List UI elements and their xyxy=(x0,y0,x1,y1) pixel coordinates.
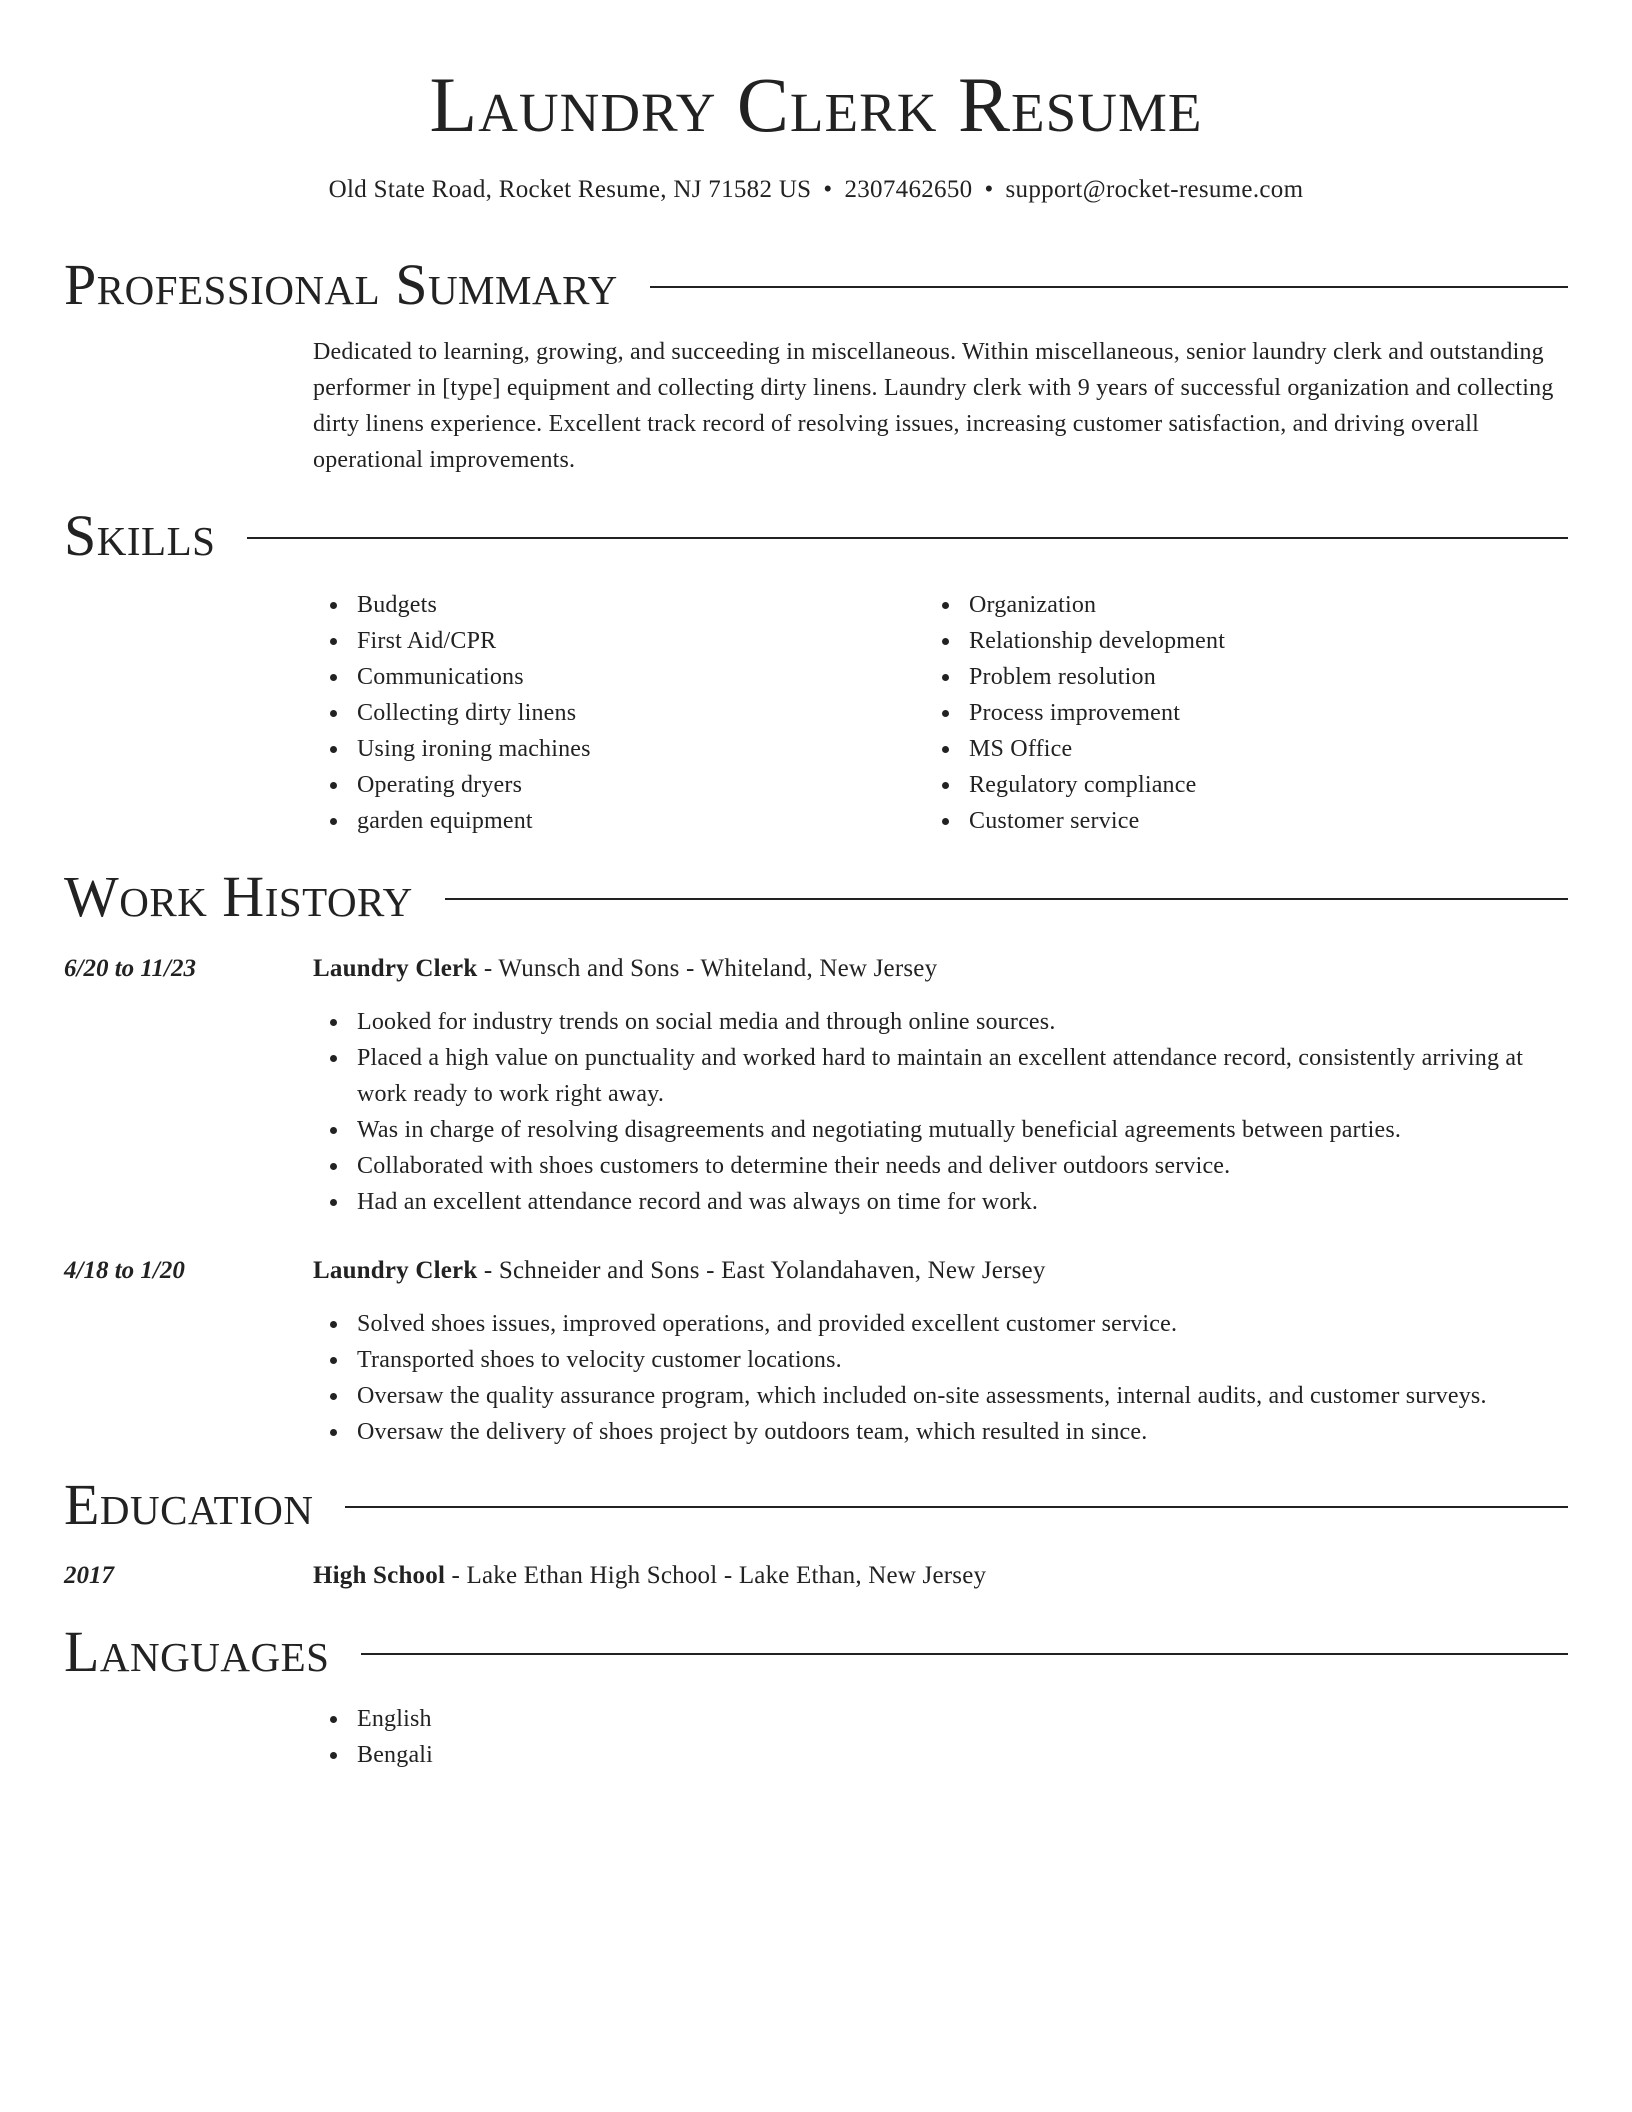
skill-item: Regulatory compliance xyxy=(925,767,1525,803)
education-degree: High School xyxy=(313,1562,446,1589)
job-bullet: Oversaw the delivery of shoes project by outdoors team, which resulted in since. xyxy=(313,1414,1568,1450)
resume-title: Laundry Clerk Resume xyxy=(429,61,1203,148)
skill-item: Relationship development xyxy=(925,623,1525,659)
section-divider xyxy=(445,898,1568,900)
skill-item: Using ironing machines xyxy=(313,731,913,767)
section-professional-summary xyxy=(64,250,1568,320)
skill-item: Process improvement xyxy=(925,695,1525,731)
skill-item: Organization xyxy=(925,587,1525,623)
job-bullets xyxy=(313,1306,1568,1450)
contact-email: support@rocket-resume.com xyxy=(1005,176,1304,203)
section-divider xyxy=(650,286,1568,288)
job-bullet: Was in charge of resolving disagreements and negotiating mutually beneficial agreements between parties. xyxy=(313,1112,1568,1148)
job-dates: 4/18 to 1/20 xyxy=(64,1257,185,1284)
skills-column-right xyxy=(925,587,1525,839)
section-divider xyxy=(247,537,1568,539)
section-skills xyxy=(64,501,1568,571)
section-divider xyxy=(345,1506,1568,1508)
skill-item: First Aid/CPR xyxy=(313,623,913,659)
job-bullet: Looked for industry trends on social media and through online sources. xyxy=(313,1004,1568,1040)
contact-address: Old State Road, Rocket Resume, NJ 71582 US xyxy=(328,176,812,203)
section-work-history xyxy=(64,862,1568,932)
job-title: Laundry Clerk xyxy=(313,1257,478,1284)
contact-phone: 2307462650 xyxy=(844,176,973,203)
job-employer: - Schneider and Sons - East Yolandahaven, New Jersey xyxy=(477,1257,1046,1284)
job-bullet: Placed a high value on punctuality and worked hard to maintain an excellent attendance record, consistently arriving at work ready to work right away. xyxy=(313,1040,1568,1112)
language-item: English xyxy=(313,1701,1568,1737)
contact-line xyxy=(0,173,1632,207)
section-heading: Education xyxy=(64,1472,314,1537)
job-bullet: Collaborated with shoes customers to determine their needs and deliver outdoors service. xyxy=(313,1148,1568,1184)
skill-item: Communications xyxy=(313,659,913,695)
skill-item: Collecting dirty linens xyxy=(313,695,913,731)
job-bullet: Transported shoes to velocity customer locations. xyxy=(313,1342,1568,1378)
languages-list xyxy=(313,1701,1568,1773)
skill-item: Budgets xyxy=(313,587,913,623)
education-year: 2017 xyxy=(64,1562,114,1589)
language-item: Bengali xyxy=(313,1737,1568,1773)
job-heading xyxy=(313,952,1568,986)
section-divider xyxy=(361,1653,1568,1655)
education-heading xyxy=(313,1559,1568,1593)
contact-separator: • xyxy=(823,176,833,203)
job-bullet: Had an excellent attendance record and was always on time for work. xyxy=(313,1184,1568,1220)
job-title: Laundry Clerk xyxy=(313,955,478,982)
skill-item: Customer service xyxy=(925,803,1525,839)
job-dates: 6/20 to 11/23 xyxy=(64,955,196,982)
education-school: - Lake Ethan High School - Lake Ethan, New Jersey xyxy=(445,1562,987,1589)
summary-text: Dedicated to learning, growing, and succeeding in miscellaneous. Within miscellaneous, senior laundry clerk and outstanding performer in [type] equipment and collecting dirty linens. Laundry clerk with 9 years of successful organization and collecting dirty linens experience. Excellent track record of resolving issues, increasing customer satisfaction, and driving overall operational improvements. xyxy=(313,339,1554,473)
job-bullet: Oversaw the quality assurance program, which included on-site assessments, internal audits, and customer surveys. xyxy=(313,1378,1568,1414)
skill-item: MS Office xyxy=(925,731,1525,767)
skills-column-left xyxy=(313,587,913,839)
job-heading xyxy=(313,1254,1568,1288)
section-languages xyxy=(64,1617,1568,1687)
section-education xyxy=(64,1470,1568,1540)
job-employer: - Wunsch and Sons - Whiteland, New Jersey xyxy=(477,955,938,982)
skill-item: garden equipment xyxy=(313,803,913,839)
section-heading: Languages xyxy=(64,1619,330,1684)
section-heading: Work History xyxy=(64,864,413,929)
skill-item: Operating dryers xyxy=(313,767,913,803)
job-bullets xyxy=(313,1004,1568,1220)
section-heading: Professional Summary xyxy=(64,252,618,317)
skill-item: Problem resolution xyxy=(925,659,1525,695)
section-heading: Skills xyxy=(64,503,216,568)
job-bullet: Solved shoes issues, improved operations, and provided excellent customer service. xyxy=(313,1306,1568,1342)
contact-separator: • xyxy=(984,176,994,203)
